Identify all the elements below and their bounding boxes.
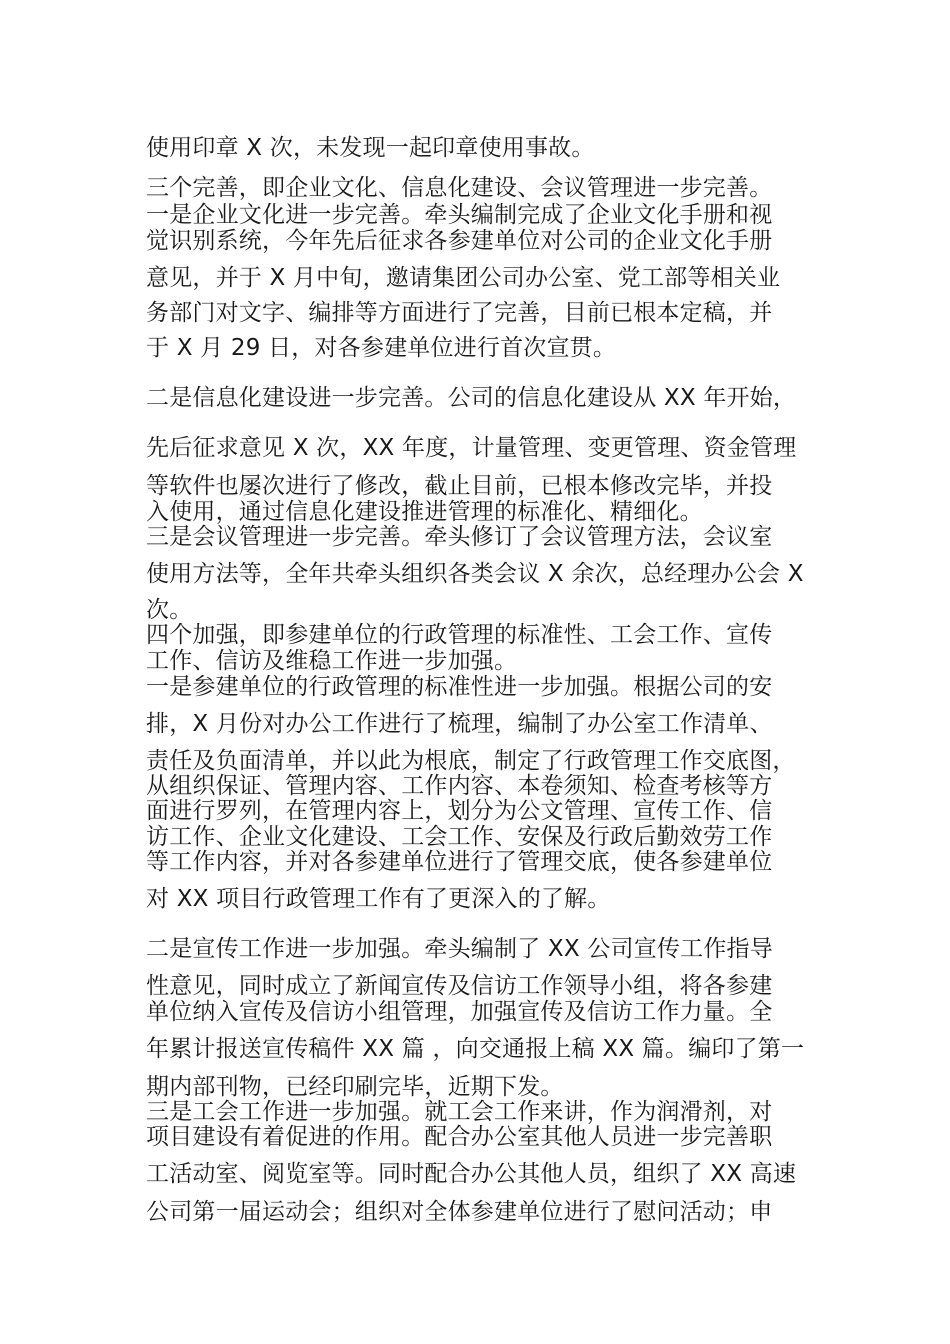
text-line: 于 X 月 29 日，对各参建单位进行首次宣贯。 (146, 335, 617, 361)
text-line: 年累计报送宣传稿件 XX 篇 ，向交通报上稿 XX 篇。编印了第一 (146, 1036, 805, 1062)
text-line: 期内部刊物，已经印刷完毕，近期下发。 (146, 1074, 564, 1100)
text-line: 面进行罗列，在管理内容上，划分为公文管理、宣传工作、信 (146, 798, 773, 824)
text-line: 一是企业文化进一步完善。牵头编制完成了企业文化手册和视 (146, 202, 773, 228)
text-line: 入使用，通过信息化建设推进管理的标准化、精细化。 (146, 499, 703, 525)
text-line: 等软件也屡次进行了修改，截止目前，已根本修改完毕，并投 (146, 473, 773, 499)
text-line: 务部门对文字、编排等方面进行了完善，目前已根本定稿，并 (146, 300, 773, 326)
text-line: 使用方法等，全年共牵头组织各类会议 X 余次，总经理办公会 X (146, 561, 804, 587)
text-line: 公司第一届运动会；组织对全体参建单位进行了慰问活动；申 (146, 1199, 773, 1225)
text-line: 工作、信访及维稳工作进一步加强。 (146, 648, 518, 674)
text-line: 四个加强，即参建单位的行政管理的标准性、工会工作、宣传 (146, 622, 773, 648)
text-line: 先后征求意见 X 次，XX 年度，计量管理、变更管理、资金管理 (146, 435, 797, 461)
text-line: 单位纳入宣传及信访小组管理，加强宣传及信访工作力量。全 (146, 999, 773, 1025)
text-line: 次。 (146, 597, 193, 623)
text-line: 三是会议管理进一步完善。牵头修订了会议管理方法，会议室 (146, 524, 773, 550)
text-line: 工活动室、阅览室等。同时配合办公其他人员，组织了 XX 高速 (146, 1161, 797, 1187)
text-line: 一是参建单位的行政管理的标准性进一步加强。根据公司的安 (146, 674, 773, 700)
text-line: 从组织保证、管理内容、工作内容、本卷须知、检查考核等方 (146, 773, 773, 799)
text-line: 三是工会工作进一步加强。就工会工作来讲，作为润滑剂，对 (146, 1099, 773, 1125)
text-line: 二是宣传工作进一步加强。牵头编制了 XX 公司宣传工作指导 (146, 936, 773, 962)
text-line: 项目建设有着促进的作用。配合办公室其他人员进一步完善职 (146, 1124, 773, 1150)
text-line: 性意见，同时成立了新闻宣传及信访工作领导小组，将各参建 (146, 973, 773, 999)
text-line: 责任及负面清单，并以此为根底，制定了行政管理工作交底图， (146, 748, 796, 774)
text-line: 意见，并于 X 月中旬，邀请集团公司办公室、党工部等相关业 (146, 265, 781, 291)
text-line: 对 XX 项目行政管理工作有了更深入的了解。 (146, 886, 611, 912)
text-line: 二是信息化建设进一步完善。公司的信息化建设从 XX 年开始， (146, 385, 797, 411)
text-line: 排，X 月份对办公工作进行了梳理，编制了办公室工作清单、 (146, 711, 773, 737)
text-line: 三个完善，即企业文化、信息化建设、会议管理进一步完善。 (146, 175, 773, 201)
text-line: 觉识别系统，今年先后征求各参建单位对公司的企业文化手册 (146, 228, 773, 254)
text-line: 等工作内容，并对各参建单位进行了管理交底，使各参建单位 (146, 849, 773, 875)
text-line: 使用印章 X 次，未发现一起印章使用事故。 (146, 135, 595, 161)
text-line: 访工作、企业文化建设、工会工作、安保及行政后勤效劳工作 (146, 824, 773, 850)
